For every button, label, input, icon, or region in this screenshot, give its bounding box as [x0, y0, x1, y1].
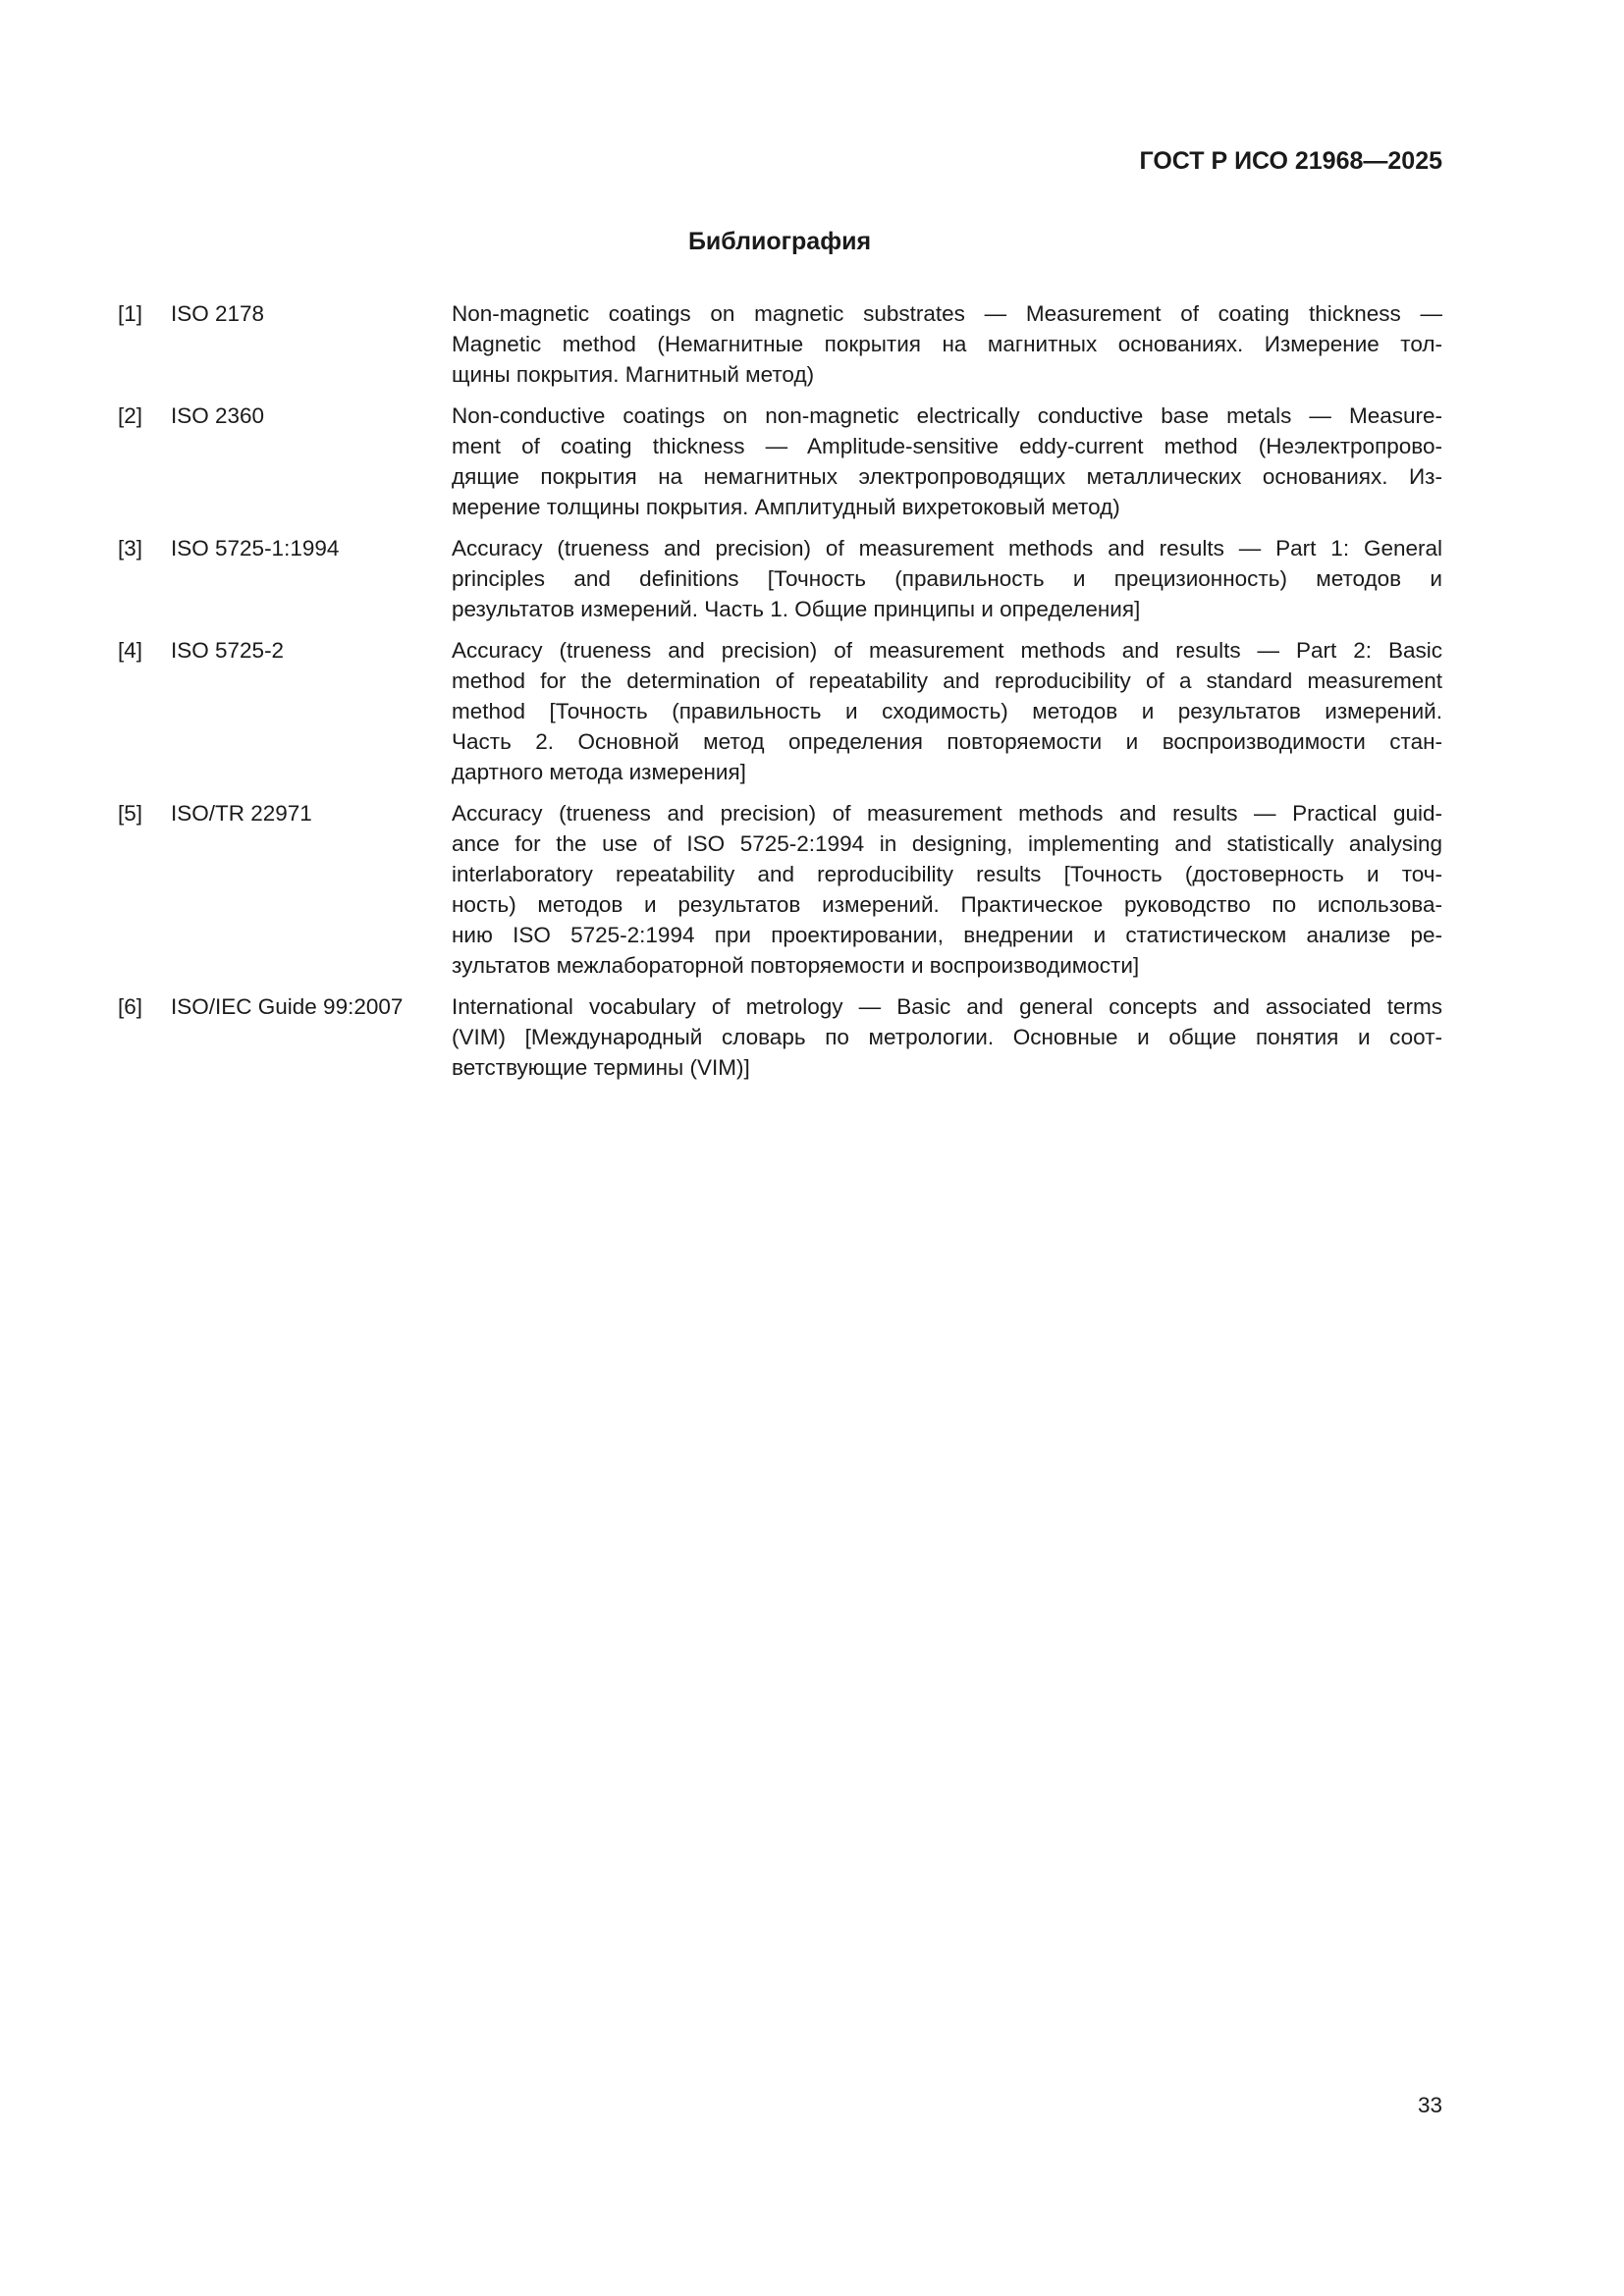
page-title: Библиография: [687, 228, 872, 255]
description-line: мерение толщины покрытия. Амплитудный вихретоковый метод): [452, 495, 1120, 519]
description-line: Часть 2. Основной метод определения повторяемости и воспроизводимости стан-: [452, 729, 1442, 754]
bibliography-list: [118, 298, 1442, 1094]
entry-description: [452, 635, 1442, 787]
bibliography-entry: [118, 533, 1442, 624]
description-line: щины покрытия. Магнитный метод): [452, 362, 815, 387]
description-line: International vocabulary of metrology — Basic and general concepts and associated terms: [452, 994, 1442, 1019]
entry-number: [5]: [118, 801, 143, 826]
bibliography-entry: [118, 991, 1442, 1083]
description-line: method [Точность (правильность и сходимость) методов и результатов измерений.: [452, 699, 1442, 723]
description-line: Non-conductive coatings on non-magnetic electrically conductive base metals — Measure-: [452, 403, 1442, 428]
description-line: нию ISO 5725-2:1994 при проектировании, внедрении и статистическом анализе ре-: [452, 923, 1442, 947]
entry-reference: ISO 5725-1:1994: [171, 536, 340, 561]
entry-reference: ISO 2360: [171, 403, 265, 428]
description-line: principles and definitions [Точность (правильность и прецизионность) методов и: [452, 566, 1442, 591]
bibliography-entry: [118, 400, 1442, 522]
entry-description: [452, 991, 1442, 1083]
entry-reference: ISO 2178: [171, 301, 265, 326]
entry-number: [6]: [118, 994, 143, 1019]
entry-reference: ISO 5725-2: [171, 638, 285, 663]
description-line: дящие покрытия на немагнитных электропроводящих металлических основаниях. Из-: [452, 464, 1442, 489]
page-number: 33: [1417, 2093, 1442, 2117]
description-line: ance for the use of ISO 5725-2:1994 in designing, implementing and statistically analysing: [452, 831, 1442, 856]
description-line: дартного метода измерения]: [452, 760, 746, 784]
entry-reference: ISO/IEC Guide 99:2007: [171, 994, 404, 1019]
entry-description: [452, 798, 1442, 981]
description-line: зультатов межлабораторной повторяемости и воспроизводимости]: [452, 953, 1140, 978]
description-line: результатов измерений. Часть 1. Общие принципы и определения]: [452, 597, 1141, 621]
description-line: Accuracy (trueness and precision) of measurement methods and results — Practical guid-: [452, 801, 1442, 826]
description-line: Accuracy (trueness and precision) of measurement methods and results — Part 2: Basic: [452, 638, 1442, 663]
description-line: interlaboratory repeatability and reproducibility results [Точность (достоверность и точ-: [452, 862, 1442, 886]
entry-description: [452, 400, 1442, 522]
entry-number: [3]: [118, 536, 143, 561]
entry-number: [1]: [118, 301, 143, 326]
bibliography-entry: [118, 798, 1442, 981]
description-line: Accuracy (trueness and precision) of measurement methods and results — Part 1: General: [452, 536, 1442, 561]
entry-number: [4]: [118, 638, 143, 663]
document-id-header: ГОСТ Р ИСО 21968—2025: [1139, 147, 1442, 175]
bibliography-entry: [118, 635, 1442, 787]
entry-number: [2]: [118, 403, 143, 428]
description-line: method for the determination of repeatability and reproducibility of a standard measurement: [452, 668, 1442, 693]
description-line: Magnetic method (Немагнитные покрытия на магнитных основаниях. Измерение тол-: [452, 332, 1442, 356]
description-line: Non-magnetic coatings on magnetic substrates — Measurement of coating thickness —: [452, 301, 1442, 326]
description-line: ность) методов и результатов измерений. Практическое руководство по использова-: [452, 892, 1442, 917]
description-line: ветствующие термины (VIM)]: [452, 1055, 750, 1080]
entry-description: [452, 533, 1442, 624]
entry-reference: ISO/TR 22971: [171, 801, 312, 826]
bibliography-entry: [118, 298, 1442, 390]
description-line: ment of coating thickness — Amplitude-sensitive eddy-current method (Неэлектропрово-: [452, 434, 1442, 458]
description-line: (VIM) [Международный словарь по метрологии. Основные и общие понятия и соот-: [452, 1025, 1442, 1049]
entry-description: [452, 298, 1442, 390]
